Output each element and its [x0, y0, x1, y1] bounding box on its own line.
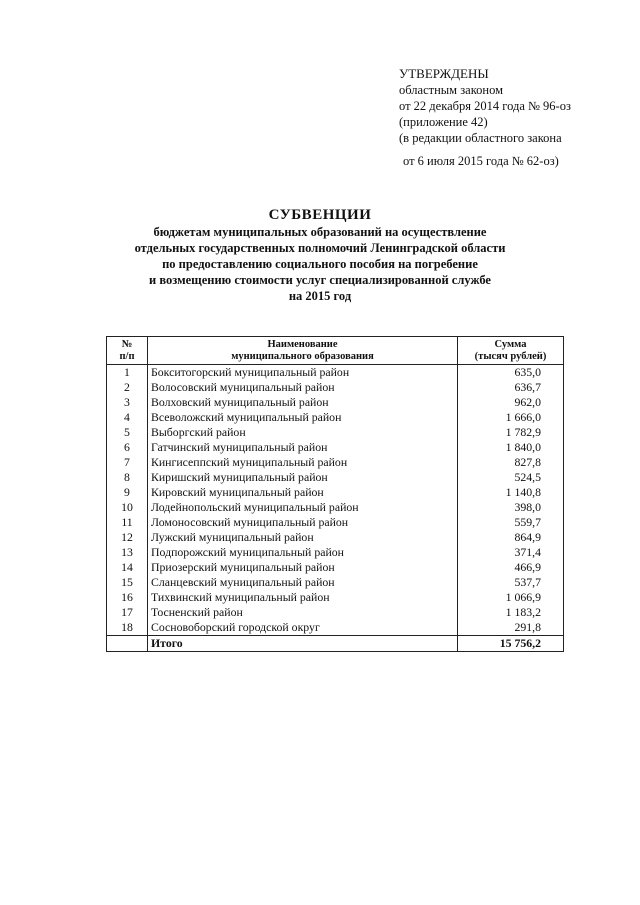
row-name: Кировский муниципальный район — [148, 485, 458, 500]
table-row — [107, 365, 564, 381]
header-num-line1: № — [121, 338, 133, 350]
table-row — [107, 575, 564, 590]
row-number: 15 — [107, 575, 148, 590]
subtitle-line: на 2015 год — [288, 289, 352, 303]
header-sum-line2: (тысяч рублей) — [474, 350, 547, 362]
row-number: 4 — [107, 410, 148, 425]
row-sum: 466,9 — [458, 560, 564, 575]
row-sum: 1 183,2 — [458, 605, 564, 620]
approval-line: (приложение 42) — [399, 115, 488, 129]
row-name: Киришский муниципальный район — [148, 470, 458, 485]
table-row — [107, 590, 564, 605]
total-num-cell — [107, 636, 148, 652]
subtitle-line: и возмещению стоимости услуг специализированной службе — [149, 273, 491, 287]
table-header-row — [107, 337, 564, 365]
approval-block — [399, 66, 571, 169]
row-name: Кингисеппский муниципальный район — [148, 455, 458, 470]
row-number: 3 — [107, 395, 148, 410]
row-name: Тосненский район — [148, 605, 458, 620]
row-name: Сланцевский муниципальный район — [148, 575, 458, 590]
table-row — [107, 500, 564, 515]
total-sum: 15 756,2 — [458, 636, 564, 652]
header-num — [107, 337, 148, 365]
table-row — [107, 455, 564, 470]
row-sum: 1 066,9 — [458, 590, 564, 605]
table-row — [107, 425, 564, 440]
row-sum: 1 840,0 — [458, 440, 564, 455]
total-row — [107, 636, 564, 652]
table-row — [107, 470, 564, 485]
subtitle-line: по предоставлению социального пособия на погребение — [162, 257, 478, 271]
row-sum: 291,8 — [458, 620, 564, 636]
row-name: Тихвинский муниципальный район — [148, 590, 458, 605]
table-row — [107, 440, 564, 455]
row-number: 7 — [107, 455, 148, 470]
subtitle-line: отдельных государственных полномочий Ленинградской области — [134, 241, 506, 255]
row-sum: 524,5 — [458, 470, 564, 485]
table-row — [107, 530, 564, 545]
row-number: 10 — [107, 500, 148, 515]
row-number: 12 — [107, 530, 148, 545]
subsidies-table — [106, 336, 564, 652]
row-sum: 1 782,9 — [458, 425, 564, 440]
row-number: 11 — [107, 515, 148, 530]
row-number: 17 — [107, 605, 148, 620]
row-number: 18 — [107, 620, 148, 636]
row-number: 13 — [107, 545, 148, 560]
table-body — [107, 365, 564, 636]
header-name — [148, 337, 458, 365]
row-number: 2 — [107, 380, 148, 395]
row-sum: 636,7 — [458, 380, 564, 395]
table-row — [107, 485, 564, 500]
row-sum: 864,9 — [458, 530, 564, 545]
header-num-line2: п/п — [119, 350, 135, 362]
approval-line: областным законом — [399, 83, 504, 97]
table-row — [107, 545, 564, 560]
subtitle-line: бюджетам муниципальных образований на осуществление — [153, 225, 487, 239]
approval-line: от 22 декабря 2014 года № 96-оз — [399, 99, 571, 113]
header-name-line2: муниципального образования — [231, 350, 374, 362]
row-number: 16 — [107, 590, 148, 605]
row-number: 14 — [107, 560, 148, 575]
row-sum: 1 140,8 — [458, 485, 564, 500]
table-row — [107, 395, 564, 410]
row-sum: 1 666,0 — [458, 410, 564, 425]
table-row — [107, 515, 564, 530]
table-row — [107, 620, 564, 636]
row-sum: 635,0 — [458, 365, 564, 381]
table-row — [107, 410, 564, 425]
table-row — [107, 605, 564, 620]
row-sum: 559,7 — [458, 515, 564, 530]
row-sum: 827,8 — [458, 455, 564, 470]
approval-line: (в редакции областного закона — [399, 131, 562, 145]
header-name-line1: Наименование — [267, 338, 338, 350]
row-name: Сосновоборский городской округ — [148, 620, 458, 636]
row-sum: 398,0 — [458, 500, 564, 515]
row-name: Бокситогорский муниципальный район — [148, 365, 458, 381]
row-number: 6 — [107, 440, 148, 455]
total-label: Итого — [148, 636, 458, 652]
row-name: Гатчинский муниципальный район — [148, 440, 458, 455]
row-sum: 371,4 — [458, 545, 564, 560]
table-row — [107, 560, 564, 575]
header-sum-line1: Сумма — [494, 338, 527, 350]
header-sum — [458, 337, 564, 365]
approval-line: от 6 июля 2015 года № 62-оз) — [403, 154, 559, 168]
row-name: Приозерский муниципальный район — [148, 560, 458, 575]
row-number: 8 — [107, 470, 148, 485]
row-number: 5 — [107, 425, 148, 440]
row-name: Лодейнопольский муниципальный район — [148, 500, 458, 515]
row-name: Волховский муниципальный район — [148, 395, 458, 410]
row-sum: 962,0 — [458, 395, 564, 410]
row-name: Волосовский муниципальный район — [148, 380, 458, 395]
document-subtitle — [60, 224, 580, 304]
row-name: Подпорожский муниципальный район — [148, 545, 458, 560]
row-name: Всеволожский муниципальный район — [148, 410, 458, 425]
table-row — [107, 380, 564, 395]
row-sum: 537,7 — [458, 575, 564, 590]
row-name: Лужский муниципальный район — [148, 530, 458, 545]
document-title: СУБВЕНЦИИ — [268, 207, 372, 223]
row-name: Ломоносовский муниципальный район — [148, 515, 458, 530]
row-number: 9 — [107, 485, 148, 500]
approval-heading: УТВЕРЖДЕНЫ — [399, 66, 489, 81]
row-number: 1 — [107, 365, 148, 381]
row-name: Выборгский район — [148, 425, 458, 440]
